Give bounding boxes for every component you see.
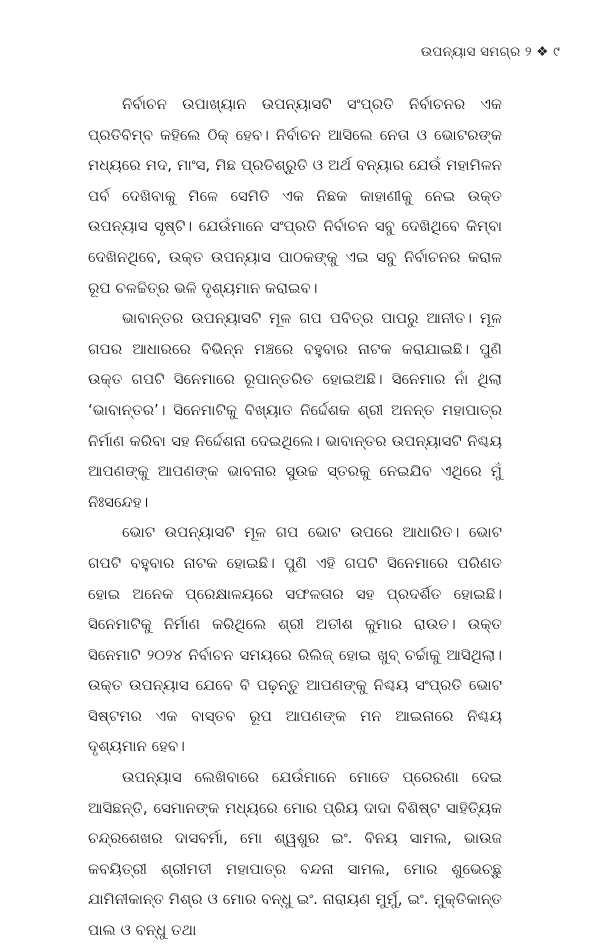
running-header: ଉପନ୍ୟାସ ସମଗ୍ର ୨ ❖ ୯ [420,44,560,60]
paragraph-acknowledgements: ଉପନ୍ୟାସ ଲେଖିବାରେ ଯେଉଁମାନେ ମୋତେ ପ୍ରେରଣା ଦେଇ ଆସିଛନ୍ତି, ସେମାନଙ୍କ ମଧ୍ୟରେ ମୋର ପ୍ରିୟ ଦାଦା ବିଶିଷ୍ଟ ସାହିତ୍ୟିକ ଚନ୍ଦ୍ରଶେଖର ଦାସବର୍ମା, ମୋ ଶ୍ୱଶୁର ଇଂ. ବିନୟ ସାମଲ, ଭାଉଜ କବୟିତ୍ରୀ ଶ୍ରୀମତୀ ମହାପାତ୍ର ବନ୍ଦନା ସାମଲ, ମୋର ଶୁଭେଚ୍ଛୁ ଯାମିନୀକାନ୍ତ ମିଶ୍ର ଓ ମୋର ବନ୍ଧୁ ଇଂ. ନାରାୟଣ ମୁର୍ମୁ, ଇଂ. ମୁକ୍ତିକାନ୍ତ ପାଲ ଓ ବନ୍ଧୁ ତଥା [88,768,502,940]
body-text [88,89,502,946]
paragraph-bhabantara-novel: ଭାବାନ୍ତର ଉପନ୍ୟାସଟି ମୂଳ ଗପ ପବିତ୍ର ପାପରୁ ଆନୀତ। ମୂଳ ଗପର ଆଧାରରେ ବିଭିନ୍ନ ମଞ୍ଚରେ ବହୁବାର ନାଟକ କରାଯାଇଛି। ପୁଣି ଉକ୍ତ ଗପଟି ସିନେମାରେ ରୂପାନ୍ତରିତ ହୋଇଅଛି। ସିନେମାର ନାଁ ଥିଲା ‘ଭାବାନ୍ତର’। ସିନେମାଟିକୁ ବିଖ୍ୟାତ ନିର୍ଦ୍ଦେଶକ ଶ୍ରୀ ଅନନ୍ତ ମହାପାତ୍ର ନିର୍ମାଣ କରିବା ସହ ନିର୍ଦ୍ଦେଶନା ଦେଇଥିଲେ। ଭାବାନ୍ତର ଉପନ୍ୟାସଟି ନିଶ୍ଚୟ ଆପଣଙ୍କୁ ଆପଣଙ୍କ ଭାବନାର ସୁଉଚ୍ଚ ସ୍ତରକୁ ନେଇଯିବ ଏଥିରେ ମୁଁ ନିଃସନ୍ଦେହ। [88,309,502,511]
paragraph-vote-novel: ଭୋଟ ଉପନ୍ୟାସଟି ମୂଳ ଗପ ଭୋଟ ଉପରେ ଆଧାରିତ। ଭୋଟ ଗପଟି ବହୁବାର ନାଟକ ହୋଇଛି। ପୁଣି ଏହି ଗପଟି ସିନେମାରେ ପରିଣତ ହୋଇ ଅନେକ ପ୍ରେକ୍ଷାଳୟରେ ସଫଳତାର ସହ ପ୍ରଦର୍ଶିତ ହୋଇଛି। ସିନେମାଟିକୁ ନିର୍ମାଣ କରିଥିଲେ ଶ୍ରୀ ଅତୀଶ କୁମାର ରାଉତ। ଉକ୍ତ ସିନେମାଟି ୨୦୨୪ ନିର୍ବାଚନ ସମୟରେ ରିଲିଜ୍ ହୋଇ ଖୁବ୍ ଚର୍ଚ୍ଚାକୁ ଆସିଥିଲା। ଉକ୍ତ ଉପନ୍ୟାସ ଯେବେ ବି ପଢ଼ନ୍ତୁ ଆପଣଙ୍କୁ ନିଶ୍ଚୟ ସଂପ୍ରତି ଭୋଟ ସିଷ୍ଟମର ଏକ ବାସ୍ତବ ରୂପ ଆପଣଙ୍କ ମନ ଆଇନାରେ ନିଶ୍ଚୟ ଦୃଶ୍ୟମାନ ହେବ। [88,523,502,756]
paragraph-election-novel: ନିର୍ବାଚନ ଉପାଖ୍ୟାନ ଉପନ୍ୟାସଟି ସଂପ୍ରତି ନିର୍ବାଚନର ଏକ ପ୍ରତିବିମ୍ବ କହିଲେ ଠିକ୍ ହେବ। ନିର୍ବାଚନ ଆସିଲେ ନେତା ଓ ଭୋଟରଙ୍କ ମଧ୍ୟରେ ମଦ, ମାଂସ, ମିଛ ପ୍ରତିଶ୍ରୁତି ଓ ଅର୍ଥ ବନ୍ୟାର ଯେଉଁ ମହାମିଳନ ପର୍ବ ଦେଖିବାକୁ ମିଳେ ସେମିତି ଏକ ନିଛକ କାହାଣୀକୁ ନେଇ ଉକ୍ତ ଉପନ୍ୟାସ ସୃଷ୍ଟି। ଯେଉଁମାନେ ସଂପ୍ରତି ନିର୍ବାଚନ ସବୁ ଦେଖିଥିବେ କିମ୍ବା ଦେଖିନଥିବେ, ଉକ୍ତ ଉପନ୍ୟାସ ପାଠକଙ୍କୁ ଏଇ ସବୁ ନିର୍ବାଚନର କରାଳ ରୂପ ଚଳଚ୍ଚିତ୍ର ଭଳି ଦୃଶ୍ୟମାନ କରାଇବ। [88,95,502,297]
